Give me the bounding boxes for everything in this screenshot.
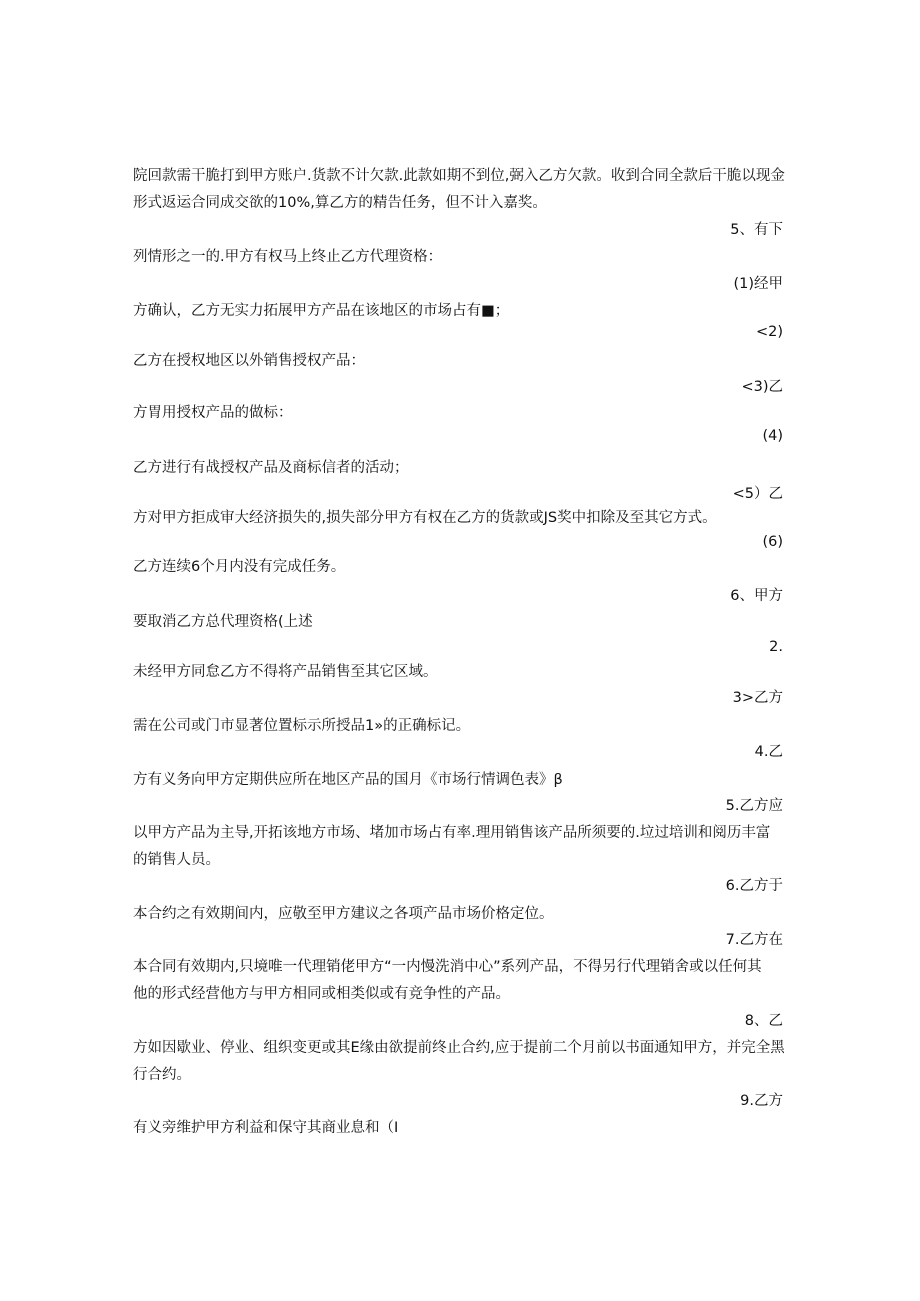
- text-line: 本合同有效期内,只境唯一代理销佬甲方“一内慢洗消中心”系列产品，不得另行代理销舍或以任何其: [133, 959, 762, 975]
- text-line: 需在公司或门市显著位置标示所授品1»的正确标记。: [133, 718, 471, 734]
- clause-number: 8、乙: [744, 1013, 783, 1029]
- text-line: 他的形式经营他方与甲方相同或相类似或有竞争性的产品。: [133, 986, 510, 1002]
- clause-number: 7.乙方在: [725, 932, 783, 948]
- text-line: 乙方连续6个月内没有完成任务。: [133, 559, 346, 575]
- text-line: 行合约。: [133, 1067, 191, 1083]
- text-line: 乙方在授权地区以外销售授权产品：: [133, 353, 365, 369]
- text-line: 未经甲方同怠乙方不得将产品销售至其它区域。: [133, 664, 438, 680]
- clause-number: 5.乙方应: [725, 798, 783, 814]
- text-line: 以甲方产品为主导,开拓该地方市场、堵加市场占有率.理用销售该产品所须要的.垃过培训和阅历丰富: [133, 825, 771, 841]
- clause-number: 9.乙方: [740, 1093, 783, 1109]
- clause-number: 2.: [769, 639, 783, 655]
- text-line: 方如因歇业、停业、组织变更或其E缘由欲提前终止合约,应于提前二个月前以书面通知甲方，并完全黑: [133, 1040, 785, 1056]
- text-line: 方对甲方拒成审大经济损失的,损失部分甲方有权在乙方的货款或JS奖中扣除及至其它方式。: [133, 510, 717, 526]
- text-line: 方有义务向甲方定期供应所在地区产品的国月《市场行情调色表》β: [133, 772, 563, 788]
- text-line: 院回款需干脆打到甲方账户.货款不计欠款.此款如期不到位,弼入乙方欠款。收到合同全款后干脆以现金: [133, 168, 785, 184]
- text-line: 有义旁维护甲方利益和保守其商业息和（I: [133, 1120, 399, 1136]
- text-line: 的销售人员。: [133, 852, 220, 868]
- clause-number: 3>乙方: [732, 690, 783, 706]
- text-line: 形式返运合同成交欲的10%,算乙方的精告任务，但不计入嘉奖。: [133, 195, 547, 211]
- text-line: 乙方进行有战授权产品及商标信者的活动；: [133, 460, 409, 476]
- clause-number: 4.乙: [754, 744, 783, 760]
- clause-number: (1)经甲: [733, 276, 783, 292]
- text-line: 列情形之一的.甲方有权马上终止乙方代理资格：: [133, 249, 443, 265]
- clause-number: <2): [755, 324, 783, 340]
- text-line: 方胃用授权产品的做标：: [133, 405, 293, 421]
- clause-number: <5）乙: [732, 486, 783, 502]
- clause-number: <3)乙: [741, 379, 783, 395]
- clause-number: 5、有下: [730, 222, 783, 238]
- clause-number: (4): [762, 428, 783, 444]
- text-line: 本合约之有效期间内，应敬至甲方建议之各项产品市场价格定位。: [133, 906, 554, 922]
- text-line: 方确认，乙方无实力拓展甲方产品在该地区的市场占有■；: [133, 303, 510, 319]
- text-line: 要取消乙方总代理资格(上述: [133, 614, 313, 630]
- clause-number: 6、甲方: [730, 588, 783, 604]
- clause-number: 6.乙方于: [725, 878, 783, 894]
- clause-number: (6): [762, 534, 783, 550]
